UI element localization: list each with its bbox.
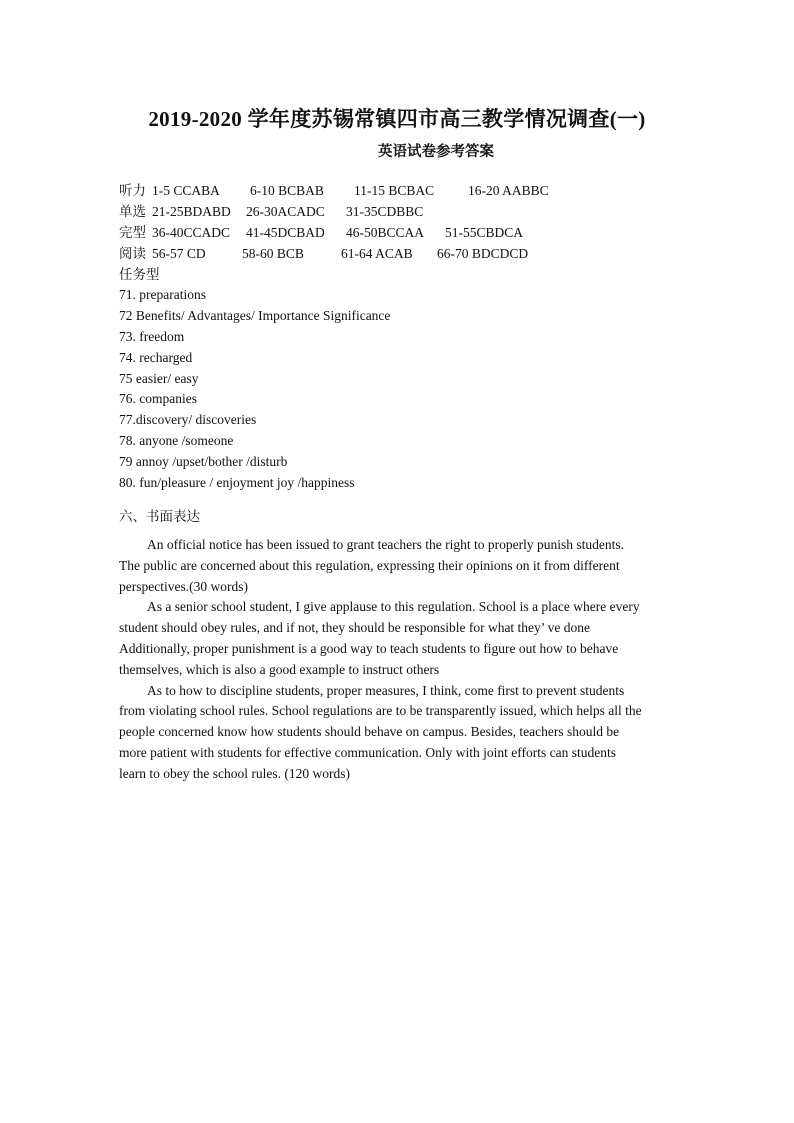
essay-line: Additionally, proper punishment is a good way to teach students to figure out how to behave xyxy=(119,640,619,656)
task-heading: 任务型 xyxy=(119,266,160,283)
answer-group: 31-35CDBBC xyxy=(346,203,424,219)
answer-group: 36-40CCADC xyxy=(152,224,231,240)
essay-line: themselves, which is also a good example to instruct others xyxy=(119,661,440,677)
section-label: 听力 xyxy=(119,183,146,199)
list-item: 80. fun/pleasure / enjoyment joy /happiness xyxy=(119,475,355,491)
list-item: 73. freedom xyxy=(119,328,185,344)
answer-group: 51-55CBDCA xyxy=(445,224,524,240)
list-item: 74. recharged xyxy=(119,349,193,365)
essay-paragraph xyxy=(119,597,665,680)
answer-group: 58-60 BCB xyxy=(242,245,304,261)
list-item: 71. preparations xyxy=(119,287,206,302)
essay-line: An official notice has been issued to grant teachers the right to properly punish students. xyxy=(147,537,625,552)
page-subtitle: 英语试卷参考答案 xyxy=(378,144,494,160)
answer-group: 56-57 CD xyxy=(152,245,206,261)
answer-group: 11-15 BCBAC xyxy=(354,183,435,198)
list-item: 72 Benefits/ Advantages/ Importance Significance xyxy=(119,307,391,323)
list-item: 77.discovery/ discoveries xyxy=(119,412,257,428)
list-item: 78. anyone /someone xyxy=(119,433,234,449)
answer-group: 21-25BDABD xyxy=(152,203,231,219)
page-title: 2019-2020 学年度苏锡常镇四市高三教学情况调查(一) xyxy=(148,107,646,131)
essay-text xyxy=(119,535,665,785)
answer-group: 61-64 ACAB xyxy=(341,245,413,261)
essay-paragraph xyxy=(119,535,665,597)
section-label: 阅读 xyxy=(119,245,146,262)
essay-line: from violating school rules. School regulations are to be transparently issued, which helps all the xyxy=(119,703,642,719)
list-item: 79 annoy /upset/bother /disturb xyxy=(119,454,288,470)
answer-group: 26-30ACADC xyxy=(246,203,325,219)
task-answer-list xyxy=(119,285,390,494)
essay-line: learn to obey the school rules. (120 words) xyxy=(119,765,350,781)
answer-group: 6-10 BCBAB xyxy=(250,183,324,198)
essay-line: As a senior school student, I give applause to this regulation. School is a place where every xyxy=(147,599,640,615)
answer-group: 46-50BCCAA xyxy=(346,224,425,240)
list-item: 75 easier/ easy xyxy=(119,370,199,386)
essay-line: The public are concerned about this regulation, expressing their opinions on it from different xyxy=(119,557,620,573)
writing-heading: 六、书面表达 xyxy=(119,509,200,525)
answer-group: 41-45DCBAD xyxy=(246,224,325,240)
section-label: 单选 xyxy=(119,203,146,220)
essay-line: student should obey rules, and if not, they should be responsible for what they’ ve done xyxy=(119,620,591,636)
answer-group: 66-70 BDCDCD xyxy=(437,245,529,261)
section-label: 完型 xyxy=(119,224,146,241)
essay-line: people concerned know how students should behave on campus. Besides, teachers should be xyxy=(119,724,620,740)
answer-group: 16-20 AABBC xyxy=(468,183,549,198)
essay-line: perspectives.(30 words) xyxy=(119,578,248,594)
essay-paragraph xyxy=(119,681,665,785)
essay-line: more patient with students for effective communication. Only with joint efforts can students xyxy=(119,744,617,760)
answer-group: 1-5 CCABA xyxy=(152,183,220,198)
essay-line: As to how to discipline students, proper measures, I think, come first to prevent students xyxy=(147,682,625,698)
list-item: 76. companies xyxy=(119,391,197,407)
